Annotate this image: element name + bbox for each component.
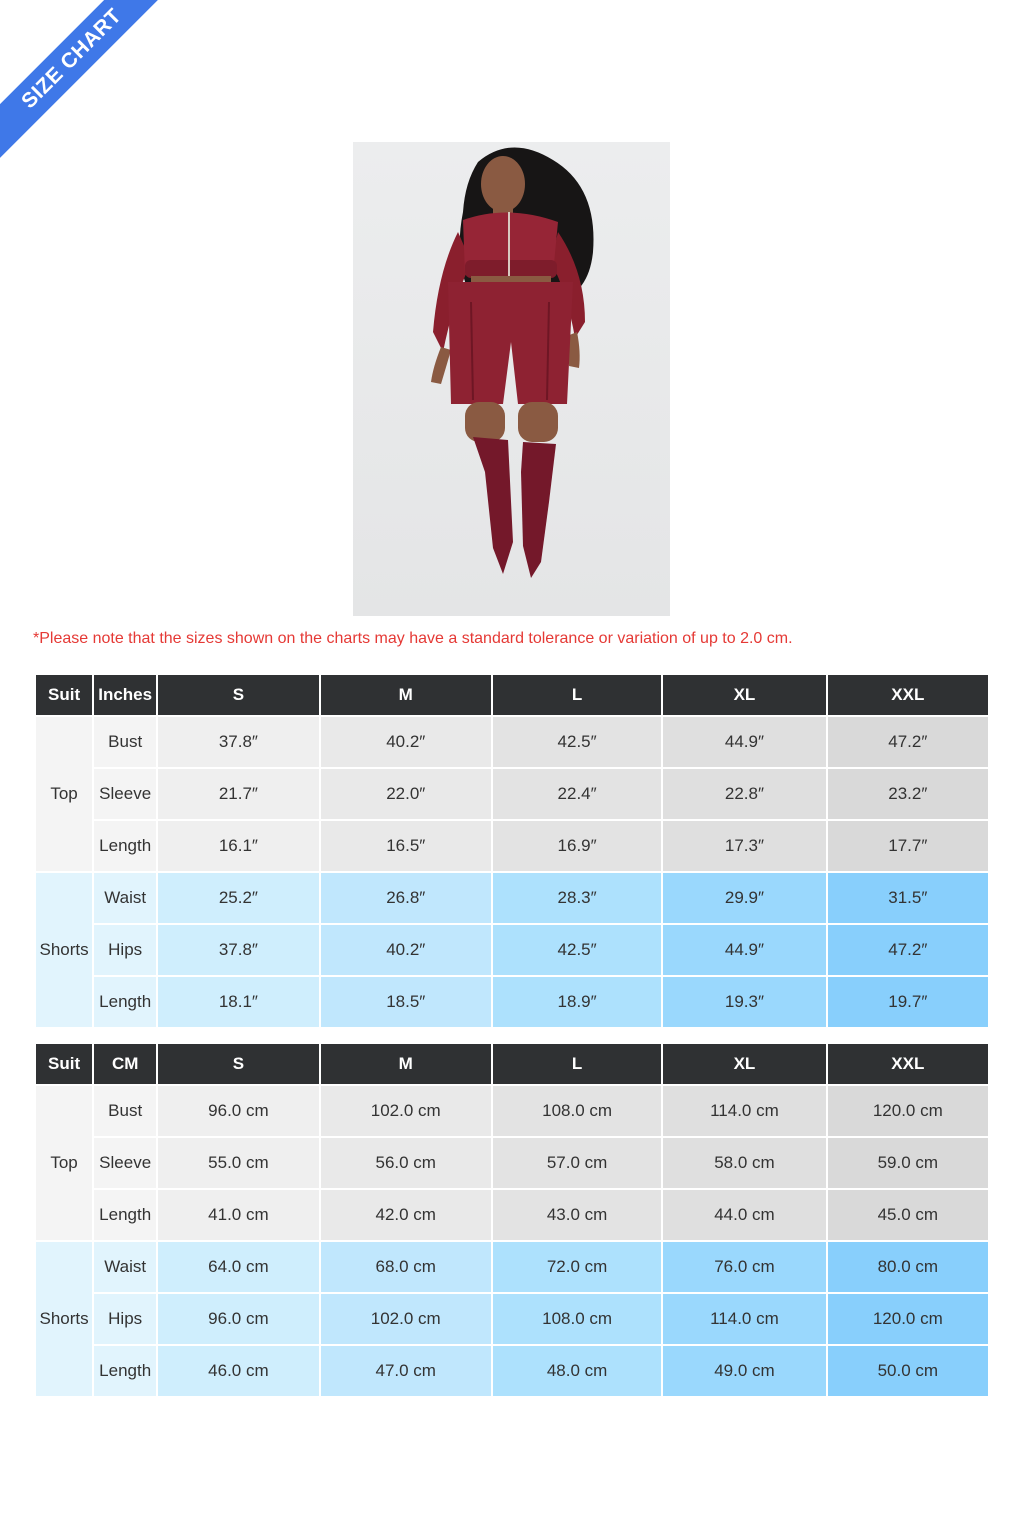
size-value: 23.2″ xyxy=(827,768,989,820)
size-value: 44.0 cm xyxy=(662,1189,826,1241)
size-value: 17.3″ xyxy=(662,820,826,872)
header-row xyxy=(35,674,989,716)
size-value: 64.0 cm xyxy=(157,1241,319,1293)
measurement-label: Hips xyxy=(93,924,157,976)
measurement-label: Length xyxy=(93,1189,157,1241)
size-value: 47.2″ xyxy=(827,716,989,768)
column-header: S xyxy=(157,1043,319,1085)
column-header: L xyxy=(492,1043,662,1085)
size-value: 16.9″ xyxy=(492,820,662,872)
column-header: M xyxy=(320,674,492,716)
size-value: 21.7″ xyxy=(157,768,319,820)
size-value: 47.0 cm xyxy=(320,1345,492,1397)
size-value: 18.1″ xyxy=(157,976,319,1028)
tolerance-note: *Please note that the sizes shown on the charts may have a standard tolerance or variation of up to 2.0 cm. xyxy=(33,630,793,647)
column-header: XXL xyxy=(827,1043,989,1085)
size-table-inches xyxy=(34,673,990,1029)
size-value: 42.5″ xyxy=(492,924,662,976)
size-value: 44.9″ xyxy=(662,716,826,768)
size-value: 42.0 cm xyxy=(320,1189,492,1241)
group-label: Shorts xyxy=(35,872,93,1028)
table-row xyxy=(35,924,989,976)
column-header: Suit xyxy=(35,674,93,716)
size-value: 96.0 cm xyxy=(157,1085,319,1137)
measurement-label: Bust xyxy=(93,716,157,768)
table-row xyxy=(35,820,989,872)
size-value: 37.8″ xyxy=(157,924,319,976)
table-row xyxy=(35,1137,989,1189)
measurement-label: Waist xyxy=(93,872,157,924)
group-label: Top xyxy=(35,716,93,872)
measurement-label: Length xyxy=(93,976,157,1028)
size-value: 40.2″ xyxy=(320,924,492,976)
size-value: 102.0 cm xyxy=(320,1293,492,1345)
table-row xyxy=(35,872,989,924)
measurement-label: Waist xyxy=(93,1241,157,1293)
size-value: 50.0 cm xyxy=(827,1345,989,1397)
size-value: 80.0 cm xyxy=(827,1241,989,1293)
size-value: 19.7″ xyxy=(827,976,989,1028)
size-value: 17.7″ xyxy=(827,820,989,872)
column-header: M xyxy=(320,1043,492,1085)
size-value: 96.0 cm xyxy=(157,1293,319,1345)
measurement-label: Length xyxy=(93,1345,157,1397)
table-row xyxy=(35,1085,989,1137)
table-row xyxy=(35,768,989,820)
size-value: 108.0 cm xyxy=(492,1293,662,1345)
size-value: 55.0 cm xyxy=(157,1137,319,1189)
measurement-label: Hips xyxy=(93,1293,157,1345)
column-header: L xyxy=(492,674,662,716)
size-chart-badge-label: SIZE CHART xyxy=(0,0,160,160)
measurement-label: Sleeve xyxy=(93,768,157,820)
size-value: 48.0 cm xyxy=(492,1345,662,1397)
measurement-label: Bust xyxy=(93,1085,157,1137)
table-row xyxy=(35,976,989,1028)
size-chart-badge xyxy=(0,0,160,160)
table-row xyxy=(35,1293,989,1345)
size-value: 56.0 cm xyxy=(320,1137,492,1189)
size-value: 59.0 cm xyxy=(827,1137,989,1189)
column-header: CM xyxy=(93,1043,157,1085)
column-header: XXL xyxy=(827,674,989,716)
table-row xyxy=(35,1189,989,1241)
size-value: 45.0 cm xyxy=(827,1189,989,1241)
size-value: 37.8″ xyxy=(157,716,319,768)
product-photo xyxy=(353,142,670,616)
size-value: 114.0 cm xyxy=(662,1293,826,1345)
size-value: 18.5″ xyxy=(320,976,492,1028)
size-value: 18.9″ xyxy=(492,976,662,1028)
table-row xyxy=(35,716,989,768)
size-value: 102.0 cm xyxy=(320,1085,492,1137)
size-value: 120.0 cm xyxy=(827,1085,989,1137)
group-label: Shorts xyxy=(35,1241,93,1397)
group-label: Top xyxy=(35,1085,93,1241)
column-header: Inches xyxy=(93,674,157,716)
size-value: 26.8″ xyxy=(320,872,492,924)
size-value: 16.5″ xyxy=(320,820,492,872)
size-value: 42.5″ xyxy=(492,716,662,768)
measurement-label: Length xyxy=(93,820,157,872)
size-value: 57.0 cm xyxy=(492,1137,662,1189)
size-value: 31.5″ xyxy=(827,872,989,924)
size-value: 28.3″ xyxy=(492,872,662,924)
size-value: 108.0 cm xyxy=(492,1085,662,1137)
size-value: 43.0 cm xyxy=(492,1189,662,1241)
measurement-label: Sleeve xyxy=(93,1137,157,1189)
size-value: 22.8″ xyxy=(662,768,826,820)
size-value: 22.4″ xyxy=(492,768,662,820)
size-value: 29.9″ xyxy=(662,872,826,924)
size-value: 76.0 cm xyxy=(662,1241,826,1293)
size-value: 19.3″ xyxy=(662,976,826,1028)
column-header: S xyxy=(157,674,319,716)
table-row xyxy=(35,1241,989,1293)
size-value: 68.0 cm xyxy=(320,1241,492,1293)
size-value: 49.0 cm xyxy=(662,1345,826,1397)
size-value: 72.0 cm xyxy=(492,1241,662,1293)
size-value: 40.2″ xyxy=(320,716,492,768)
size-value: 114.0 cm xyxy=(662,1085,826,1137)
column-header: Suit xyxy=(35,1043,93,1085)
size-value: 25.2″ xyxy=(157,872,319,924)
header-row xyxy=(35,1043,989,1085)
table-row xyxy=(35,1345,989,1397)
size-value: 44.9″ xyxy=(662,924,826,976)
size-value: 46.0 cm xyxy=(157,1345,319,1397)
size-value: 47.2″ xyxy=(827,924,989,976)
size-table-cm xyxy=(34,1042,990,1398)
size-value: 16.1″ xyxy=(157,820,319,872)
model-illustration xyxy=(353,142,670,616)
column-header: XL xyxy=(662,674,826,716)
size-value: 41.0 cm xyxy=(157,1189,319,1241)
size-value: 22.0″ xyxy=(320,768,492,820)
size-value: 120.0 cm xyxy=(827,1293,989,1345)
column-header: XL xyxy=(662,1043,826,1085)
size-value: 58.0 cm xyxy=(662,1137,826,1189)
